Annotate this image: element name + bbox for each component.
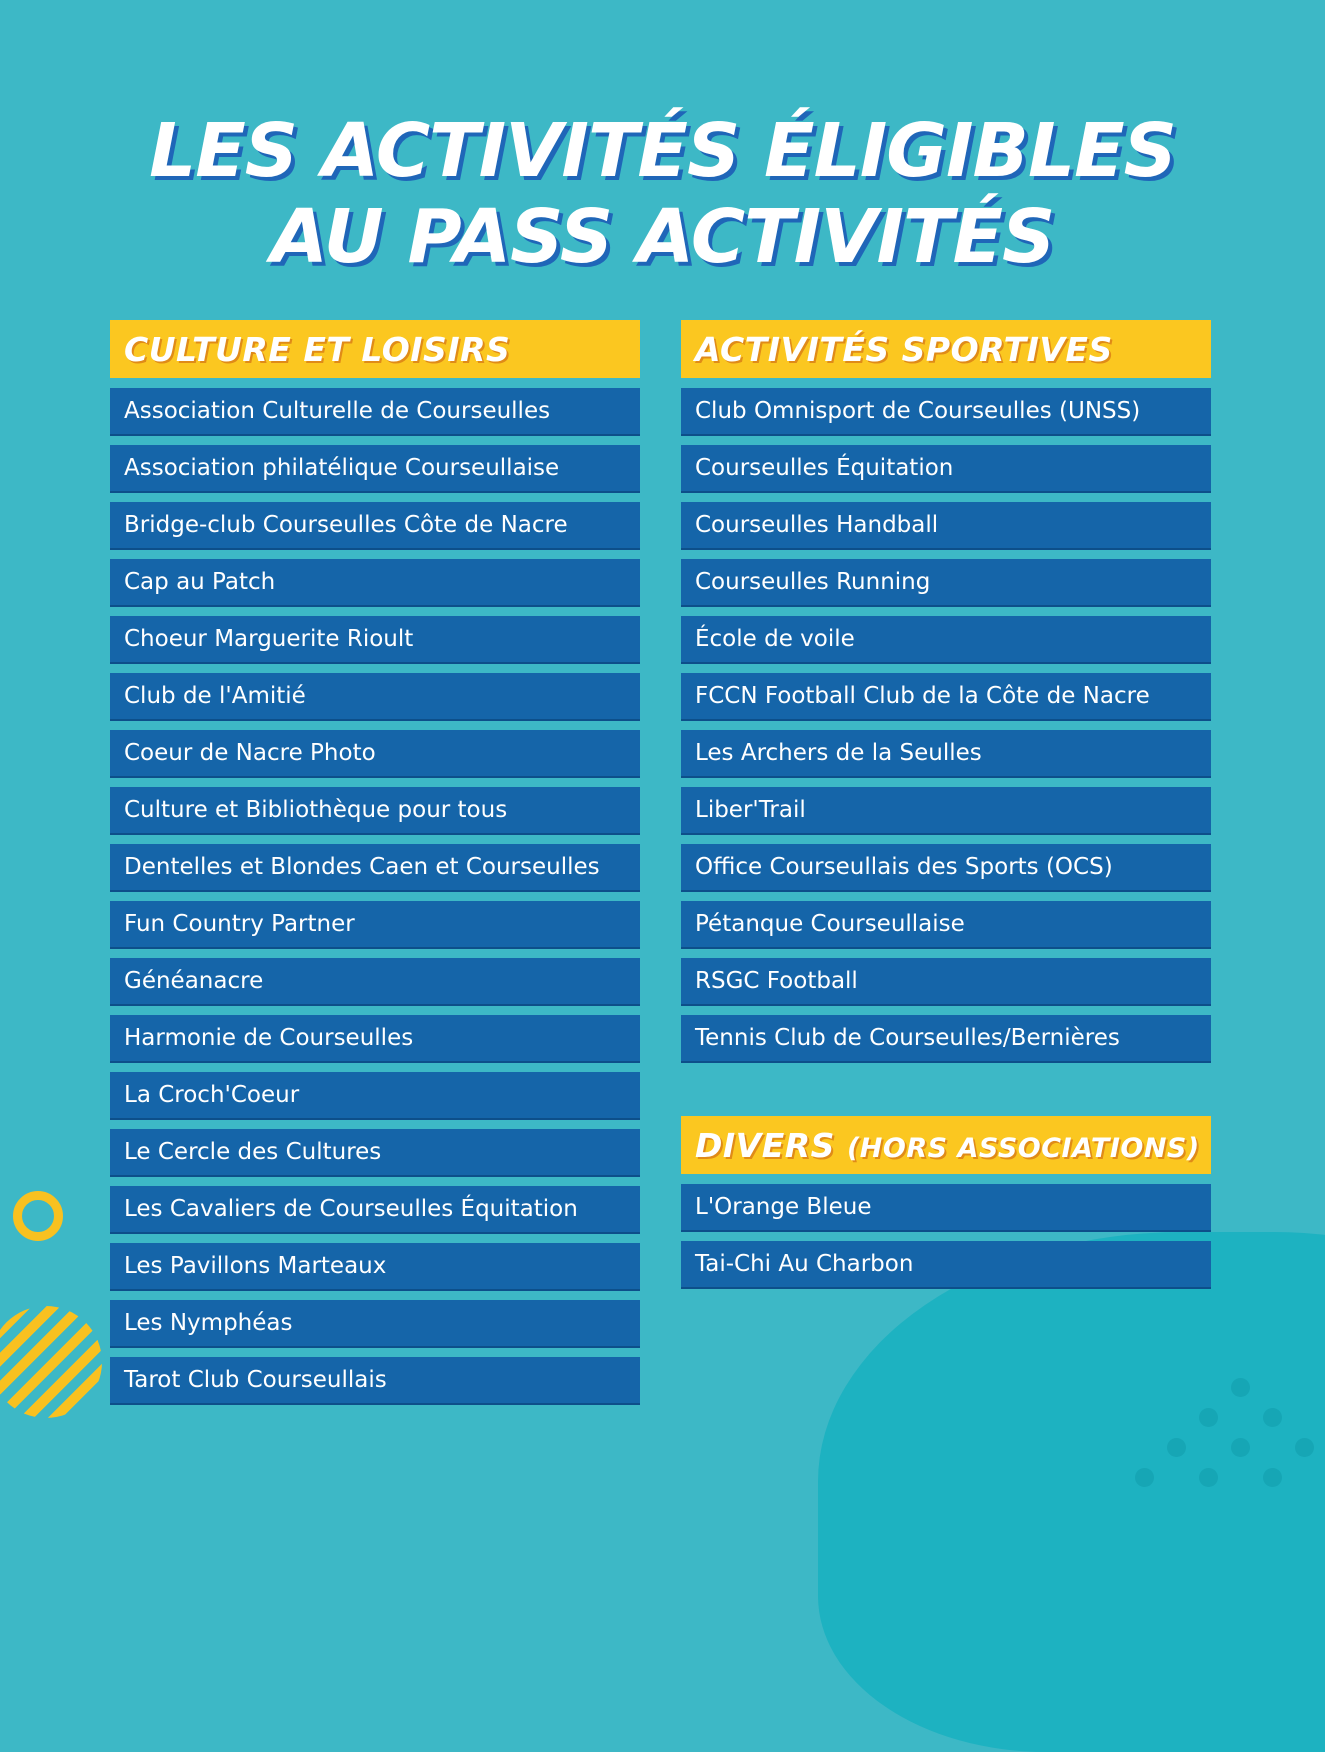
activites-sportives-section — [681, 320, 1211, 1072]
list-item[interactable]: Dentelles et Blondes Caen et Courseulles — [110, 844, 640, 892]
list-item[interactable]: Courseulles Handball — [681, 502, 1211, 550]
divers-header — [681, 1116, 1211, 1174]
list-item[interactable]: Tai-Chi Au Charbon — [681, 1241, 1211, 1289]
decorative-ring — [13, 1191, 63, 1241]
list-item[interactable]: Association Culturelle de Courseulles — [110, 388, 640, 436]
list-item[interactable]: Les Pavillons Marteaux — [110, 1243, 640, 1291]
list-item[interactable]: Club Omnisport de Courseulles (UNSS) — [681, 388, 1211, 436]
list-item[interactable]: Les Archers de la Seulles — [681, 730, 1211, 778]
page-title-line-2: AU PASS ACTIVITÉS — [270, 194, 1055, 280]
list-item[interactable]: Courseulles Équitation — [681, 445, 1211, 493]
list-item[interactable]: Harmonie de Courseulles — [110, 1015, 640, 1063]
culture-loisirs-header: CULTURE ET LOISIRS — [110, 320, 640, 378]
list-item[interactable]: Culture et Bibliothèque pour tous — [110, 787, 640, 835]
list-item[interactable]: Généanacre — [110, 958, 640, 1006]
decorative-dots — [1120, 1370, 1325, 1485]
divers-header-sub: (HORS ASSOCIATIONS) — [846, 1133, 1200, 1164]
culture-loisirs-section — [110, 320, 640, 1414]
list-item[interactable]: La Croch'Coeur — [110, 1072, 640, 1120]
list-item[interactable]: École de voile — [681, 616, 1211, 664]
decorative-striped-circle — [0, 1306, 102, 1418]
list-item[interactable]: Les Nymphéas — [110, 1300, 640, 1348]
list-item[interactable]: FCCN Football Club de la Côte de Nacre — [681, 673, 1211, 721]
list-item[interactable]: Liber'Trail — [681, 787, 1211, 835]
decorative-blob — [818, 1232, 1325, 1752]
list-item[interactable]: Bridge-club Courseulles Côte de Nacre — [110, 502, 640, 550]
list-item[interactable]: Fun Country Partner — [110, 901, 640, 949]
list-item[interactable]: Le Cercle des Cultures — [110, 1129, 640, 1177]
list-item[interactable]: Coeur de Nacre Photo — [110, 730, 640, 778]
list-item[interactable]: L'Orange Bleue — [681, 1184, 1211, 1232]
list-item[interactable]: Association philatélique Courseullaise — [110, 445, 640, 493]
list-item[interactable]: Tennis Club de Courseulles/Bernières — [681, 1015, 1211, 1063]
list-item[interactable]: Cap au Patch — [110, 559, 640, 607]
divers-header-main: DIVERS — [695, 1126, 835, 1165]
list-item[interactable]: Club de l'Amitié — [110, 673, 640, 721]
list-item[interactable]: Office Courseullais des Sports (OCS) — [681, 844, 1211, 892]
list-item[interactable]: Tarot Club Courseullais — [110, 1357, 640, 1405]
list-item[interactable]: Choeur Marguerite Rioult — [110, 616, 640, 664]
list-item[interactable]: Les Cavaliers de Courseulles Équitation — [110, 1186, 640, 1234]
list-item[interactable]: RSGC Football — [681, 958, 1211, 1006]
list-item[interactable]: Courseulles Running — [681, 559, 1211, 607]
divers-section — [681, 1116, 1211, 1298]
activites-sportives-header: ACTIVITÉS SPORTIVES — [681, 320, 1211, 378]
list-item[interactable]: Pétanque Courseullaise — [681, 901, 1211, 949]
page-title-line-1: LES ACTIVITÉS ÉLIGIBLES — [149, 108, 1176, 194]
